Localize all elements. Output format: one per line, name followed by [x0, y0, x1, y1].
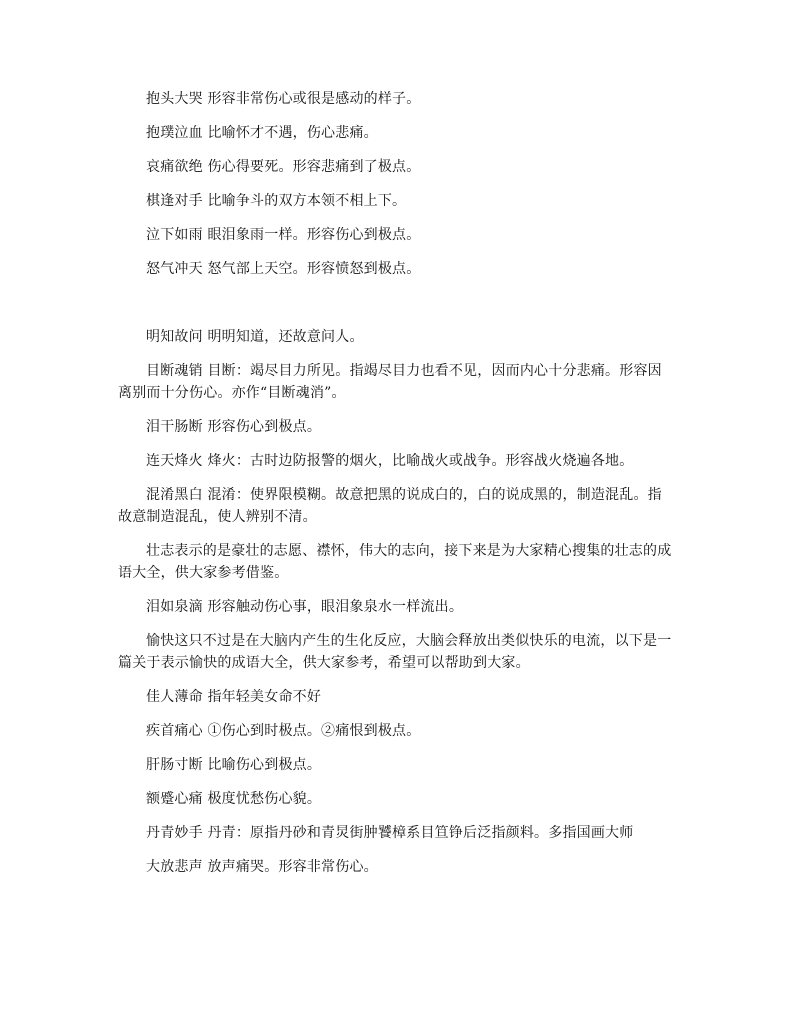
paragraph: 哀痛欲绝 伤心得要死。形容悲痛到了极点。 — [146, 159, 421, 175]
section-gap — [118, 292, 674, 326]
paragraph: 大放悲声 放声痛哭。形容非常伤心。 — [146, 859, 378, 875]
paragraph: 连天烽火 烽火：古时边防报警的烟火，比喻战火或战争。形容战火烧遍各地。 — [146, 453, 634, 469]
paragraph: 愉快这只不过是在大脑内产生的生化反应，大脑会释放出类似快乐的电流，以下是一篇关于表示愉快的成语大全，供大家参考，希望可以帮助到大家。 — [118, 633, 672, 671]
paragraph: 怒气冲天 怒气部上天空。形容愤怒到极点。 — [146, 261, 421, 277]
document-page — [118, 88, 674, 890]
paragraph: 泪如泉滴 形容触动伤心事，眼泪象泉水一样流出。 — [146, 599, 464, 615]
paragraph: 泪干肠断 形容伤心到极点。 — [146, 419, 322, 435]
paragraph: 目断魂销 目断：竭尽目力所见。指竭尽目力也看不见，因而内心十分悲痛。形容因离别而十分伤心。亦作“目断魂消”。 — [118, 363, 662, 401]
paragraph: 抱头大哭 形容非常伤心或很是感动的样子。 — [146, 91, 421, 107]
paragraph: 丹青妙手 丹青：原指丹砂和青炅街肿饕樟系目笪铮后泛指颜料。多指国画大师 — [146, 825, 634, 841]
paragraph: 额蹙心痛 极度忧愁伤心貌。 — [146, 791, 322, 807]
paragraph: 肝肠寸断 比喻伤心到极点。 — [146, 757, 322, 773]
paragraph: 明知故问 明明知道，还故意问人。 — [146, 329, 364, 345]
paragraph: 抱璞泣血 比喻怀才不遇，伤心悲痛。 — [146, 125, 378, 141]
paragraph: 混淆黑白 混淆：使界限模糊。故意把黑的说成白的，白的说成黑的，制造混乱。指故意制造混乱，使人辨别不清。 — [118, 487, 662, 525]
paragraph: 棋逢对手 比喻争斗的双方本领不相上下。 — [146, 193, 407, 209]
paragraph: 泣下如雨 眼泪象雨一样。形容伤心到极点。 — [146, 227, 421, 243]
paragraph: 疾首痛心 ①伤心到时极点。②痛恨到极点。 — [146, 723, 421, 739]
paragraph: 佳人薄命 指年轻美女命不好 — [146, 689, 322, 705]
paragraph: 壮志表示的是豪壮的志愿、襟怀，伟大的志向，接下来是为大家精心搜集的壮志的成语大全，供大家参考借鉴。 — [118, 543, 672, 581]
